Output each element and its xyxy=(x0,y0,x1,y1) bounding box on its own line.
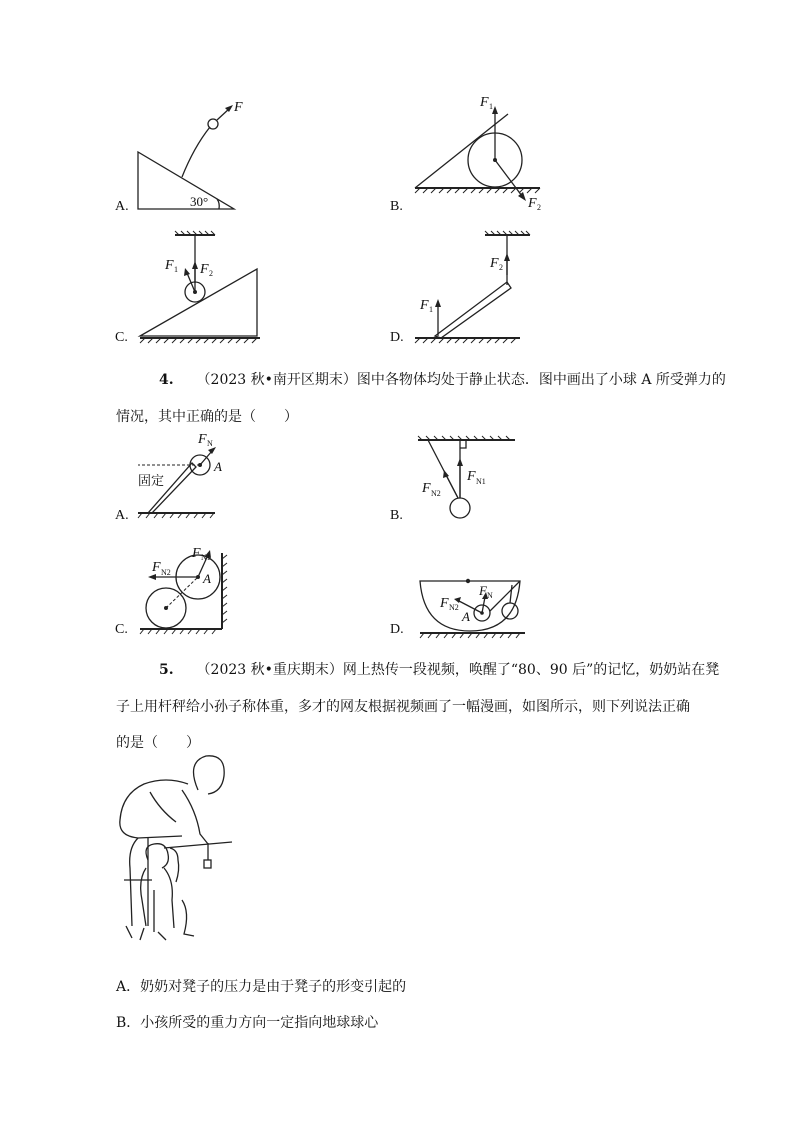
fn-label: F xyxy=(479,583,487,598)
ball xyxy=(208,119,218,129)
q4-text-1: （2023 秋•南开区期末）图中各物体均处于静止状态．图中画出了小球 A 所受弹力的 xyxy=(196,372,726,388)
option-a-label: A. xyxy=(115,199,129,214)
ball-label: A xyxy=(203,571,211,586)
q5-cartoon xyxy=(108,750,238,950)
fn1-label: F xyxy=(192,546,201,561)
q3-figure-a xyxy=(130,95,260,220)
incline-line xyxy=(415,114,508,188)
angle-label: 30° xyxy=(190,194,209,209)
option-b-label: B. xyxy=(390,199,403,214)
fn2-label: F xyxy=(152,560,161,575)
svg-text:N2: N2 xyxy=(449,603,459,612)
svg-text:2: 2 xyxy=(537,203,541,212)
trajectory-curve xyxy=(182,127,210,177)
ball xyxy=(450,498,470,518)
svg-text:N1: N1 xyxy=(476,477,486,486)
q4-option-c-label: C. xyxy=(115,622,128,637)
force-fn2-arrow xyxy=(446,475,458,498)
svg-text:N1: N1 xyxy=(201,553,211,562)
q5-line-1 xyxy=(159,663,719,677)
q4-figure-b xyxy=(410,430,540,530)
q4-line-1 xyxy=(159,373,726,387)
q3-figure-c xyxy=(135,225,275,350)
grandma-back xyxy=(120,780,188,838)
q5-option-a: A．奶奶对凳子的压力是由于凳子的形变引起的 xyxy=(116,979,407,995)
bowl xyxy=(420,581,520,631)
f1-label: F xyxy=(165,258,174,273)
svg-text:N: N xyxy=(487,591,493,600)
svg-text:N: N xyxy=(207,439,213,448)
incline-triangle xyxy=(140,269,257,336)
q4-figure-c xyxy=(130,535,250,640)
svg-text:1: 1 xyxy=(429,305,433,314)
q5-line-3: 的是（ ） xyxy=(116,735,200,751)
string xyxy=(490,581,520,611)
counterweight xyxy=(204,860,211,868)
svg-text:1: 1 xyxy=(489,102,493,111)
fn-label: F xyxy=(198,432,207,447)
q4-option-d-label: D. xyxy=(390,622,404,637)
option-c-label: C. xyxy=(115,330,128,345)
fixed-label: 固定 xyxy=(138,473,165,488)
f1-label: F xyxy=(420,298,429,313)
q3-figure-d xyxy=(410,225,550,350)
ball-label: A xyxy=(462,609,470,624)
q3-figure-b xyxy=(410,90,550,215)
ball-label: A xyxy=(214,459,222,474)
rod xyxy=(435,282,511,338)
svg-text:2: 2 xyxy=(499,263,503,272)
incline-triangle xyxy=(138,152,234,209)
fixed-rod xyxy=(148,463,196,513)
f2-label: F xyxy=(528,196,537,211)
q5-text-1: （2023 秋•重庆期末）网上热传一段视频，唤醒了“80、90 后”的记忆，奶奶站在凳 xyxy=(196,662,720,678)
f2-label: F xyxy=(490,256,499,271)
option-d-label: D. xyxy=(390,330,404,345)
q4-figure-a xyxy=(130,425,250,525)
f1-label: F xyxy=(480,95,489,110)
child-body xyxy=(141,868,146,926)
f2-label: F xyxy=(200,262,209,277)
fn2-label: F xyxy=(440,596,449,611)
child-head xyxy=(146,844,168,868)
q4-option-b-label: B. xyxy=(390,508,403,523)
svg-text:1: 1 xyxy=(174,265,178,274)
stool-leg-left xyxy=(130,838,138,926)
side-ball xyxy=(502,603,518,619)
steelyard-rod xyxy=(164,842,232,848)
q4-line-2: 情况，其中正确的是（ ） xyxy=(116,409,298,425)
q5-line-2: 子上用杆秤给小孙子称体重，多才的网友根据视频画了一幅漫画，如图所示，则下列说法正确 xyxy=(116,699,690,715)
hook xyxy=(170,848,179,882)
svg-text:N2: N2 xyxy=(431,489,441,498)
force-f2-arrow xyxy=(495,160,522,196)
svg-text:2: 2 xyxy=(209,269,213,278)
q5-number: 5. xyxy=(159,662,174,678)
q5-option-b: B．小孩所受的重力方向一定指向地球球心 xyxy=(116,1015,379,1031)
grandma-arm xyxy=(182,790,208,844)
q4-option-a-label: A. xyxy=(115,508,129,523)
fn1-label: F xyxy=(467,469,476,484)
svg-text:N2: N2 xyxy=(161,568,171,577)
q4-figure-d xyxy=(410,575,540,645)
q4-number: 4. xyxy=(159,372,174,388)
grandma-head xyxy=(194,756,225,794)
force-label: F xyxy=(234,100,243,115)
fn2-label: F xyxy=(422,481,431,496)
